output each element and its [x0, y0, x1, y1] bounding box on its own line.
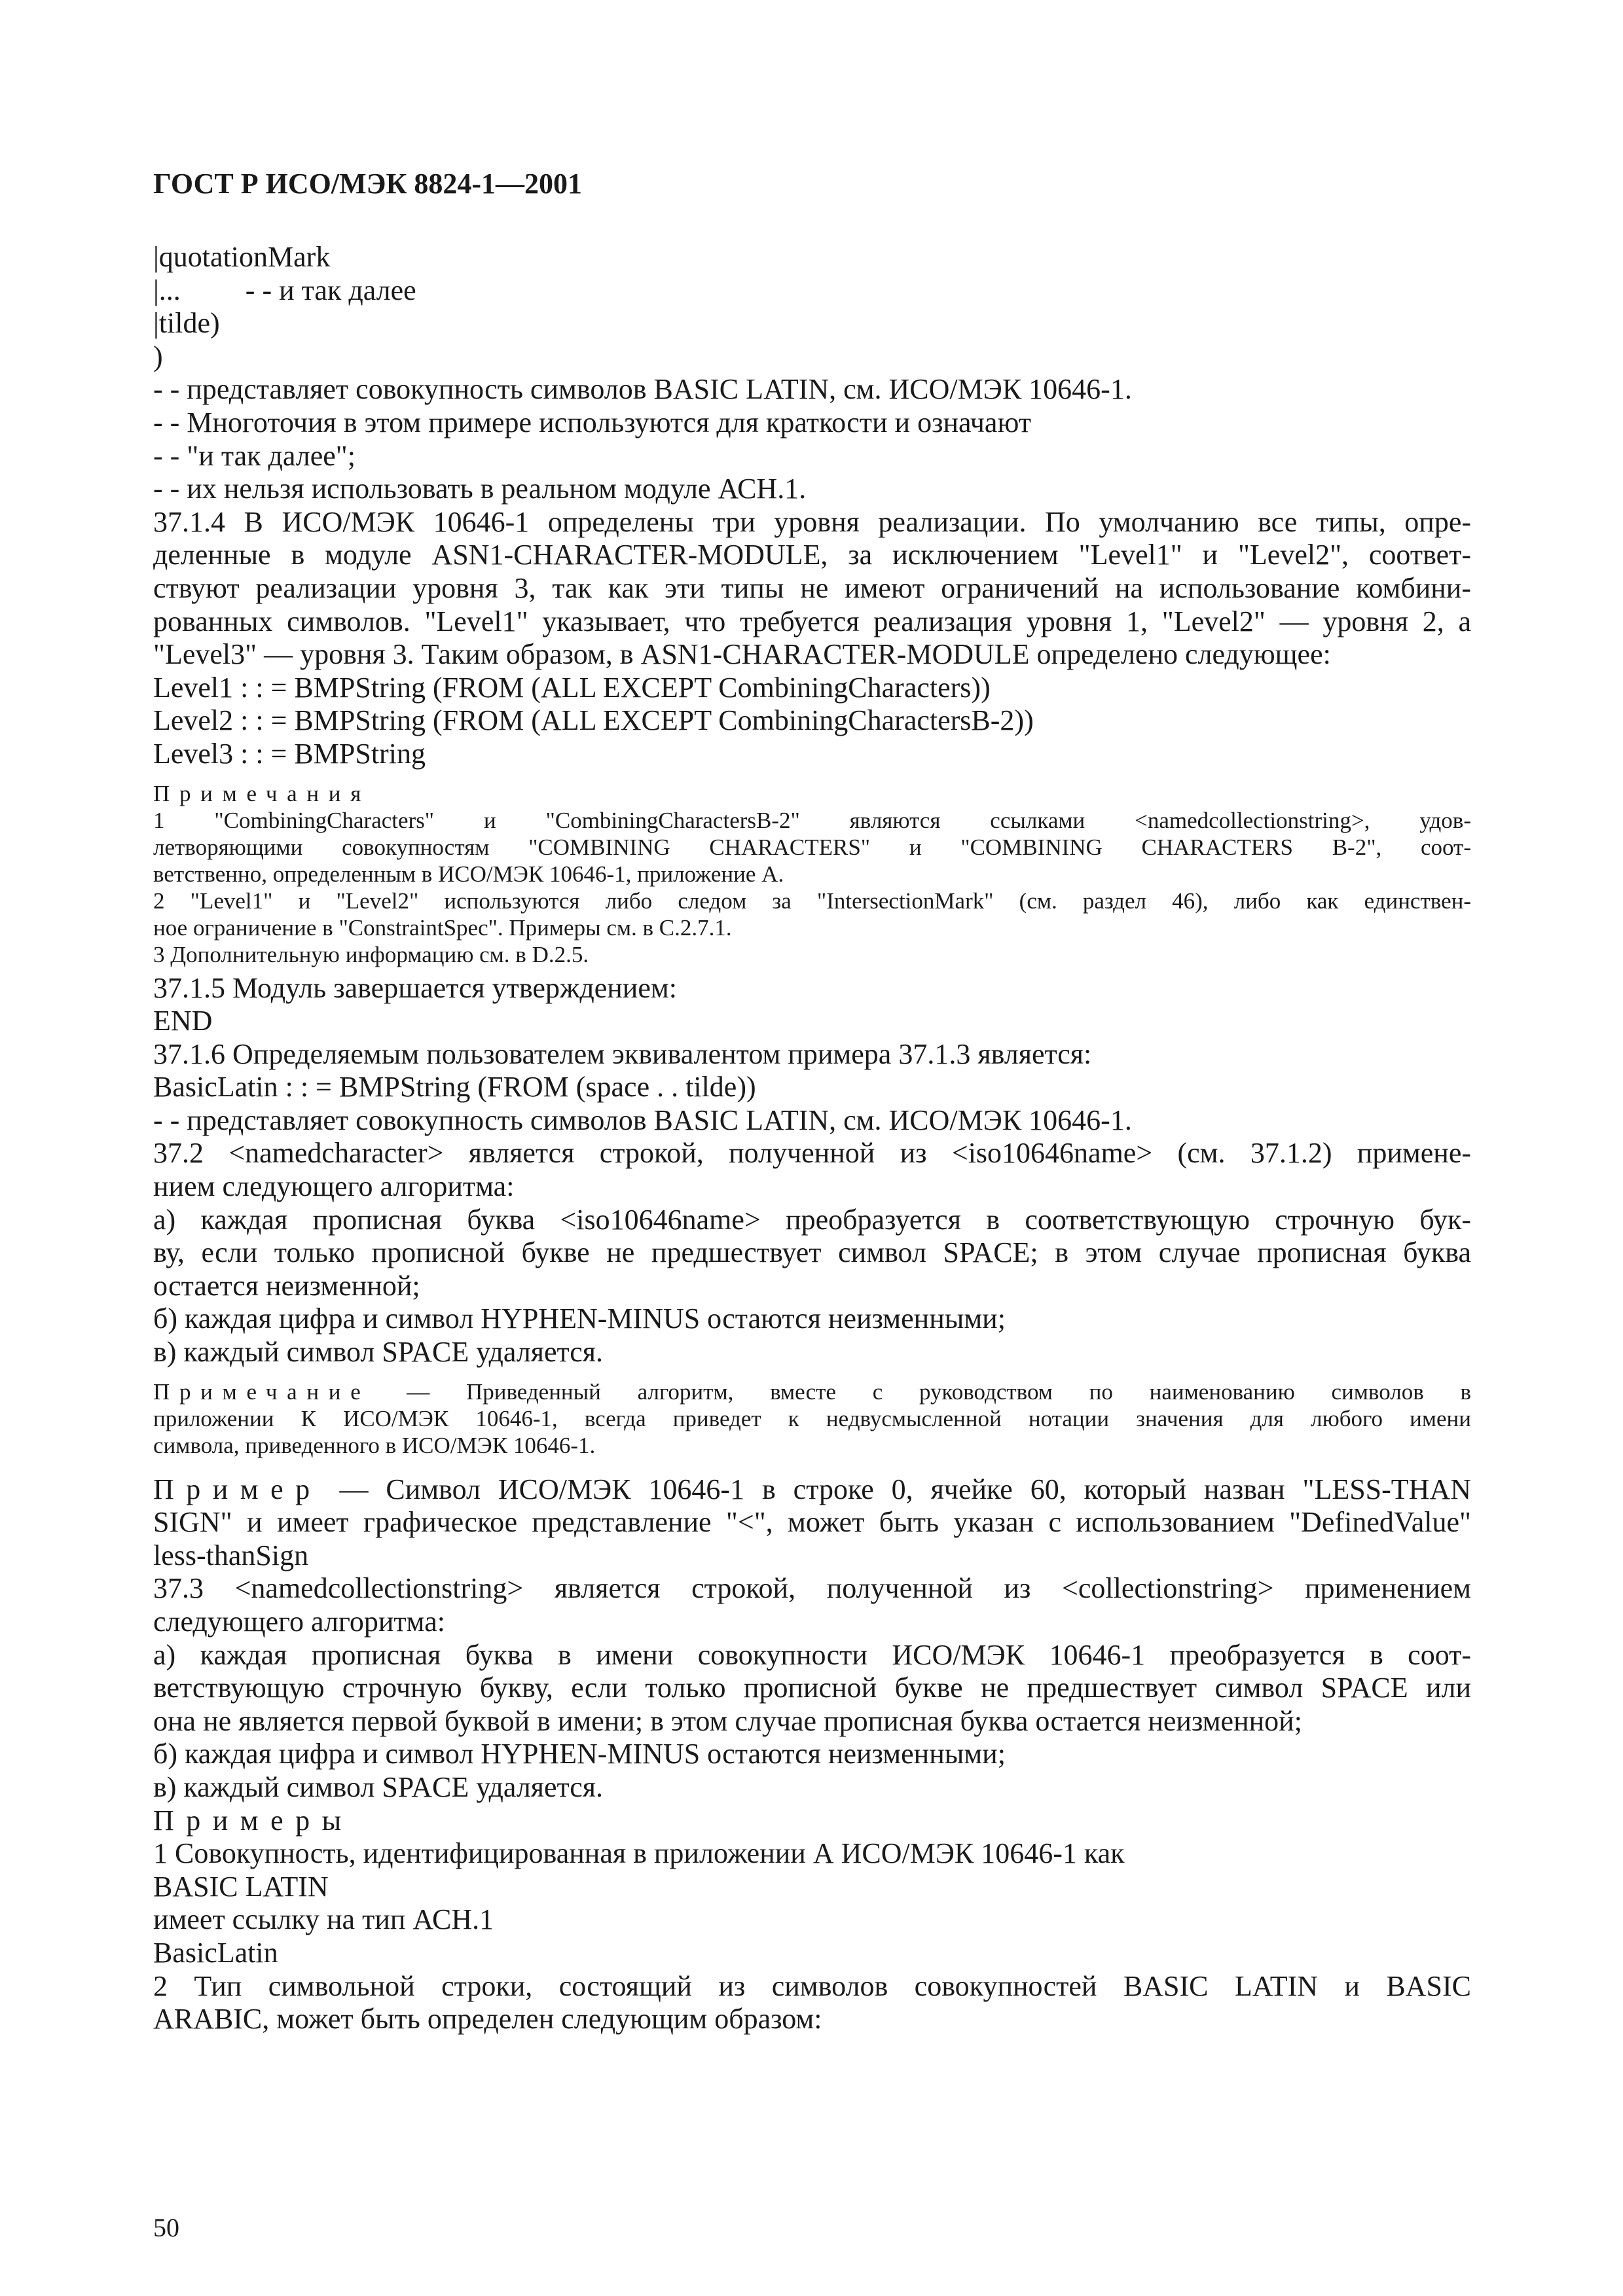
- note-block: [153, 1378, 1471, 1459]
- page-number: 50: [153, 2213, 179, 2242]
- note-line: 1 "CombiningCharacters" и "CombiningCharactersB-2" являются ссылками <namedcollectionstring>, удов-: [153, 807, 1471, 833]
- paragraph-line: деленные в модуле ASN1-CHARACTER-MODULE, за исключением "Level1" и "Level2", соответ-: [153, 539, 1471, 571]
- paragraph-line: следующего алгоритма:: [153, 1605, 445, 1638]
- note-line: ветственно, определенным в ИСО/МЭК 10646-1, приложение А.: [153, 861, 784, 887]
- note-line: ное ограничение в "ConstraintSpec". Примеры см. в С.2.7.1.: [153, 914, 732, 941]
- examples-heading: Примеры: [153, 1804, 354, 1837]
- paragraph-line: а) каждая прописная буква в имени совокупности ИСО/МЭК 10646-1 преобразуется в соот-: [153, 1638, 1471, 1671]
- note-line: приложении К ИСО/МЭК 10646-1, всегда приведет к недвусмысленной нотации значения для любого имени: [153, 1405, 1471, 1431]
- paragraph-line: ву, если только прописной букве не предшествует символ SPACE; в этом случае прописная буква: [153, 1236, 1471, 1269]
- paragraph-line: "Level3" — уровня 3. Таким образом, в ASN1-CHARACTER-MODULE определено следующее:: [153, 638, 1331, 671]
- code-line: ): [153, 340, 163, 372]
- paragraph-line: она не является первой буквой в имени; в этом случае прописная буква остается неизменной;: [153, 1704, 1302, 1737]
- section-37-2: [153, 1137, 1471, 1369]
- paragraph-line: а) каждая прописная буква <iso10646name> преобразуется в соответствующую строчную бук-: [153, 1203, 1471, 1236]
- paragraph-line: 37.3 <namedcollectionstring> является строкой, полученной из <collectionstring> применением: [153, 1572, 1471, 1605]
- code-line: |tilde): [153, 307, 220, 340]
- level-definition: Level2 : : = BMPString (FROM (ALL EXCEPT CombiningCharactersB-2)): [153, 704, 1034, 737]
- paragraph-line: 37.1.6 Определяемым пользователем эквивалентом примера 37.1.3 является:: [153, 1037, 1092, 1070]
- note-line: символа, приведенного в ИСО/МЭК 10646-1.: [153, 1432, 596, 1458]
- example-code: BasicLatin: [153, 1936, 278, 1969]
- paragraph-line: нием следующего алгоритма:: [153, 1170, 515, 1203]
- note-text: — Приведенный алгоритм, вместе с руководством по наименованию символов в: [407, 1378, 1471, 1405]
- examples-block: [153, 1804, 1471, 2036]
- paragraph-line: 37.1.4 В ИСО/МЭК 10646-1 определены три уровня реализации. По умолчанию все типы, опре-: [153, 505, 1471, 538]
- code-end: END: [153, 1005, 213, 1037]
- code-block-continuation: [153, 241, 1471, 506]
- paragraph-line: остается неизменной;: [153, 1269, 420, 1302]
- example-line: [153, 1473, 1471, 1507]
- example-code: BASIC LATIN: [153, 1870, 329, 1903]
- example-line: 1 Совокупность, идентифицированная в приложении А ИСО/МЭК 10646-1 как: [153, 1837, 1125, 1870]
- section-37-1-5: [153, 972, 1471, 1038]
- note-line: 3 Дополнительную информацию см. в D.2.5.: [153, 941, 589, 967]
- notes-block: [153, 780, 1471, 968]
- section-37-1-6: [153, 1038, 1471, 1138]
- paragraph-line: в) каждый символ SPACE удаляется.: [153, 1336, 604, 1369]
- page-body: [153, 241, 1471, 2036]
- code-comment: - - представляет совокупность символов BASIC LATIN, см. ИСО/МЭК 10646-1.: [153, 1103, 1132, 1136]
- example-line: имеет ссылку на тип АСН.1: [153, 1903, 494, 1936]
- code-line: |... - - и так далее: [153, 274, 416, 306]
- example-line: SIGN" и имеет графическое представление "<", может быть указан с использованием "DefinedValue": [153, 1506, 1471, 1539]
- section-37-3: [153, 1572, 1471, 1804]
- paragraph-line: рованных символов. "Level1" указывает, что требуется реализация уровня 1, "Level2" — уровня 2, а: [153, 605, 1471, 637]
- code-line: |quotationMark: [153, 241, 331, 273]
- paragraph-line: ветствующую строчную букву, если только прописной букве не предшествует символ SPACE или: [153, 1672, 1471, 1704]
- code-comment: - - представляет совокупность символов BASIC LATIN, см. ИСО/МЭК 10646-1.: [153, 373, 1132, 406]
- code-comment: - - их нельзя использовать в реальном модуле АСН.1.: [153, 473, 807, 505]
- paragraph-line: б) каждая цифра и символ HYPHEN-MINUS остаются неизменными;: [153, 1302, 1006, 1335]
- note-line: [153, 1378, 1471, 1405]
- paragraph-line: ствуют реализации уровня 3, так как эти типы не имеют ограничений на использование комбини-: [153, 571, 1471, 604]
- section-37-1-4: [153, 506, 1471, 771]
- page-header-title: ГОСТ Р ИСО/МЭК 8824-1—2001: [153, 168, 583, 200]
- code-comment: - - "и так далее";: [153, 439, 356, 472]
- example-block: [153, 1473, 1471, 1573]
- paragraph-line: в) каждый символ SPACE удаляется.: [153, 1770, 604, 1803]
- paragraph-line: 37.1.5 Модуль завершается утверждением:: [153, 971, 677, 1004]
- level-definition: Level1 : : = BMPString (FROM (ALL EXCEPT CombiningCharacters)): [153, 671, 991, 704]
- paragraph-line: б) каждая цифра и символ HYPHEN-MINUS остаются неизменными;: [153, 1738, 1006, 1770]
- note-label: Примечание: [153, 1378, 371, 1405]
- note-line: 2 "Level1" и "Level2" используются либо следом за "IntersectionMark" (см. раздел 46), либо как единствен-: [153, 888, 1471, 914]
- example-line: ARABIC, может быть определен следующим образом:: [153, 2003, 822, 2036]
- note-line: летворяющими совокупностям "COMBINING CHARACTERS" и "COMBINING CHARACTERS B-2", соот-: [153, 834, 1471, 860]
- code-line: BasicLatin : : = BMPString (FROM (space . . tilde)): [153, 1071, 756, 1103]
- paragraph-line: 37.2 <namedcharacter> является строкой, полученной из <iso10646name> (см. 37.1.2) примене-: [153, 1137, 1471, 1170]
- level-definition: Level3 : : = BMPString: [153, 737, 426, 770]
- code-comment: - - Многоточия в этом примере используются для краткости и означают: [153, 406, 1031, 439]
- example-text: — Символ ИСО/МЭК 10646-1 в строке 0, ячейке 60, который назван "LESS-THAN: [339, 1473, 1472, 1505]
- example-line: 2 Тип символьной строки, состоящий из символов совокупностей BASIC LATIN и BASIC: [153, 1969, 1471, 2002]
- example-value: less-thanSign: [153, 1539, 309, 1571]
- notes-heading: Примечания: [153, 780, 371, 806]
- example-label: Пример: [153, 1473, 322, 1505]
